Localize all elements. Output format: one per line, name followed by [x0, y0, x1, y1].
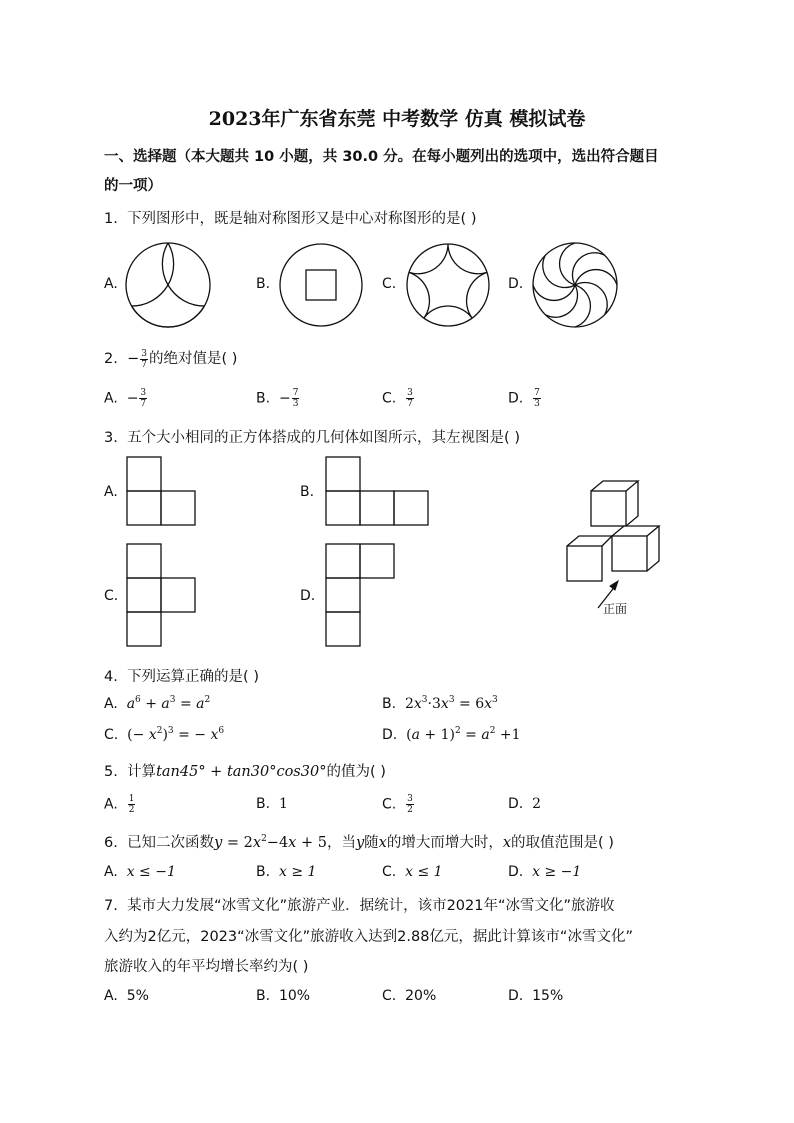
q7-option-a	[104, 988, 149, 1004]
question-1	[104, 207, 476, 228]
q1-figure-c-pentagram	[405, 242, 491, 328]
fraction-denominator: 7	[141, 359, 147, 370]
q1-option-c-label: C.	[382, 276, 397, 292]
math-expression: $(a + 1)^2 = a^2 +1$	[406, 726, 521, 743]
fraction-numerator: 3	[407, 388, 413, 398]
option-label: C.	[382, 390, 397, 407]
question-7-text-line1: 某市大力发展“冰雪文化”旅游产业．据统计，该市2021年“冰雪文化”旅游收	[127, 898, 615, 914]
option-fraction	[128, 794, 136, 815]
q4-option-d	[382, 727, 521, 743]
option-label: C.	[382, 864, 397, 880]
option-label: D.	[508, 988, 524, 1004]
option-expression: x ≥ −1	[532, 864, 582, 880]
question-6	[104, 831, 614, 852]
question-2-minus: −	[127, 351, 140, 367]
fraction-denominator: 3	[534, 399, 540, 409]
q7-option-d	[508, 988, 563, 1004]
question-6-function: $y = 2x^2-4x + 5$	[214, 834, 327, 851]
fraction-numerator: 7	[292, 388, 299, 398]
question-5-post: 的值为( )	[326, 764, 386, 780]
q3-figure-a-view	[127, 457, 197, 527]
question-6-post: 的取值范围是( )	[511, 835, 614, 851]
q2-option-c	[382, 388, 415, 409]
fraction-numerator: 7	[534, 388, 540, 398]
q7-option-c	[382, 988, 436, 1004]
q3-figure-c-view	[127, 544, 197, 648]
question-6-var-y: y	[355, 835, 365, 851]
q5-option-a	[104, 794, 136, 815]
question-6-var-x: x	[378, 835, 387, 851]
option-label: B.	[256, 988, 271, 1004]
option-label: A.	[104, 796, 118, 813]
option-label: D.	[508, 864, 524, 880]
option-label: D.	[508, 390, 524, 407]
q1-option-b-label: B.	[256, 276, 271, 292]
option-fraction	[533, 388, 541, 409]
option-fraction	[292, 388, 300, 409]
question-3-number: 3.	[104, 430, 118, 446]
question-6-var-x2: x	[502, 835, 512, 851]
option-label: C.	[104, 727, 119, 743]
q6-option-a	[104, 864, 176, 880]
fraction-numerator: 3	[140, 388, 147, 398]
fraction-denominator: 2	[128, 805, 135, 815]
math-expression: (− $x^2)^3$ = − $x^6$	[127, 726, 225, 743]
math-expression: $2x^3\cdot 3x^3 = 6x^3$	[404, 695, 498, 712]
q6-option-c	[382, 864, 443, 880]
question-5-number: 5.	[104, 764, 118, 780]
option-label: B.	[256, 864, 271, 880]
question-2	[104, 347, 237, 370]
option-label: B.	[256, 796, 271, 812]
section-header-line1: 一、选择题（本大题共 10 小题，共 30.0 分。在每小题列出的选项中，选出符合题目	[104, 149, 659, 165]
fraction-numerator: 3	[141, 348, 147, 359]
fraction-denominator: 3	[292, 399, 299, 409]
question-5-expression: tan45° + tan30°cos30°	[156, 764, 327, 780]
option-value: 15%	[532, 988, 564, 1004]
q7-option-b	[256, 988, 310, 1004]
option-expression: x ≥ 1	[278, 864, 317, 880]
option-label: C.	[382, 796, 397, 813]
q1-option-a-label: A.	[104, 276, 118, 292]
option-label: A.	[104, 390, 118, 407]
q6-option-b	[256, 864, 316, 880]
option-value: 20%	[405, 988, 437, 1004]
option-value: 10%	[278, 988, 311, 1004]
fraction-denominator: 7	[140, 399, 147, 409]
option-fraction	[406, 794, 414, 815]
question-4	[104, 665, 259, 686]
option-label: B.	[382, 696, 397, 712]
question-6-number: 6.	[104, 835, 118, 851]
q5-option-b	[256, 796, 288, 812]
question-7-line1	[104, 894, 615, 915]
question-7-text-line2: 入约为2亿元，2023“冰雪文化”旅游收入达到2.88亿元，据此计算该市“冰雪文化”	[104, 929, 633, 945]
q5-option-d	[508, 796, 541, 812]
question-3	[104, 426, 520, 447]
q4-option-c	[104, 727, 224, 743]
q1-figure-d-pinwheel	[531, 241, 619, 329]
fraction-denominator: 2	[407, 805, 413, 815]
q1-option-d-label: D.	[508, 276, 524, 292]
page-title: 2023年广东省东莞 中考数学 仿真 模拟试卷	[208, 108, 586, 130]
option-label: A.	[104, 988, 118, 1004]
q1-figure-a-trefoil	[123, 240, 213, 330]
fraction-denominator: 7	[407, 399, 413, 409]
q3-option-a-label: A.	[104, 484, 118, 500]
section-header-line2: 的一项）	[104, 178, 162, 194]
option-label: B.	[256, 390, 271, 407]
question-3-text: 五个大小相同的正方体搭成的几何体如图所示，其左视图是( )	[127, 430, 520, 446]
fraction-numerator: 3	[407, 794, 413, 804]
q4-option-a	[104, 696, 210, 712]
option-label: C.	[382, 988, 397, 1004]
question-4-number: 4.	[104, 669, 118, 685]
question-1-text: 下列图形中，既是轴对称图形又是中心对称图形的是( )	[127, 211, 477, 227]
q1-figure-b-circle-square	[278, 242, 364, 328]
option-label: A.	[104, 864, 118, 880]
q2-option-a	[104, 388, 148, 409]
option-label: A.	[104, 696, 118, 712]
option-fraction	[406, 388, 414, 409]
option-sign: −	[278, 390, 291, 407]
q3-figure-b-view	[326, 457, 430, 527]
question-7-text-line3: 旅游收入的年平均增长率约为( )	[104, 959, 309, 975]
question-2-fraction	[140, 349, 148, 370]
option-expression: x ≤ −1	[126, 864, 176, 880]
option-expression: x ≤ 1	[405, 864, 443, 880]
option-value: 5%	[126, 988, 149, 1004]
question-5	[104, 760, 386, 781]
option-label: D.	[382, 727, 398, 743]
q4-option-b	[382, 696, 498, 712]
math-expression: $a^6 + a^3 = a^2$	[126, 695, 211, 712]
option-fraction	[139, 388, 147, 409]
q3-option-c-label: C.	[104, 588, 119, 604]
question-6-mid3: 的增大而增大时，	[386, 835, 503, 851]
question-6-pre: 已知二次函数	[127, 835, 215, 851]
q6-option-d	[508, 864, 581, 880]
option-label: D.	[508, 796, 524, 812]
question-6-mid1: ，当	[326, 835, 356, 851]
q3-figure-d-view	[326, 544, 396, 648]
question-5-pre: 计算	[127, 764, 157, 780]
q3-option-d-label: D.	[300, 588, 316, 604]
question-6-mid2: 随	[364, 835, 379, 851]
option-value: 2	[532, 796, 542, 812]
question-2-text: 的绝对值是( )	[148, 351, 238, 367]
q5-option-c	[382, 794, 415, 815]
q3-solid-figure	[560, 478, 670, 613]
option-sign: −	[126, 390, 139, 407]
front-label: 正面	[603, 602, 628, 616]
question-4-text: 下列运算正确的是( )	[127, 669, 259, 685]
fraction-numerator: 1	[128, 794, 135, 804]
question-1-number: 1.	[104, 211, 118, 227]
q3-option-b-label: B.	[300, 484, 315, 500]
question-7-number: 7.	[104, 898, 118, 914]
q2-option-d	[508, 388, 542, 409]
q2-option-b	[256, 388, 300, 409]
question-2-number: 2.	[104, 351, 118, 367]
option-value: 1	[278, 796, 288, 812]
